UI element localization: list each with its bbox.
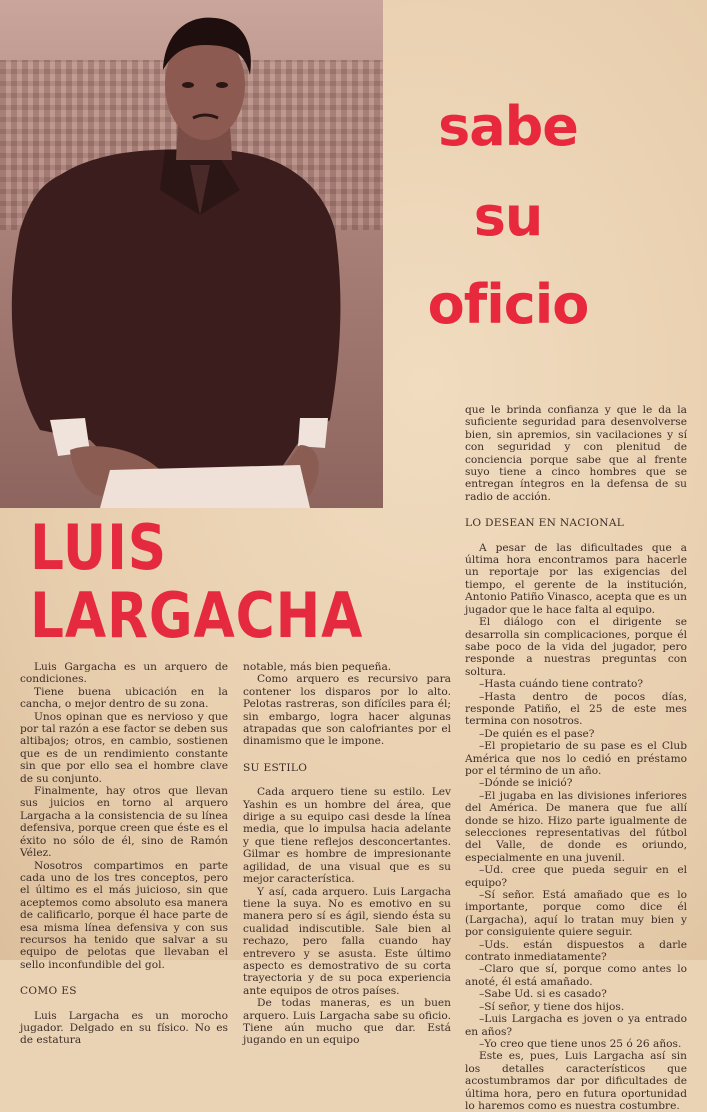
player-name-last: LARGACHA xyxy=(30,579,364,652)
interview-line: –El propietario de su pase es el Club América que nos lo cedió en préstamo por el término de un año. xyxy=(465,740,687,777)
section-heading-lo-desean-en-nacional: LO DESEAN EN NACIONAL xyxy=(465,517,625,530)
interview-line: –Uds. están dispuestos a darle contrato inmediatamente? xyxy=(465,938,687,964)
interview-line: –Luis Largacha es joven o ya entrado en años? xyxy=(465,1013,687,1038)
paragraph: Unos opinan que es nervioso y que por tal razón a ese factor se deben sus altibajos; otros, en cambio, sostienen que es de un rendimiento constante sin que por ello sea el hombre clave de su conjunto. xyxy=(20,710,228,785)
paragraph: A pesar de las dificultades que a última hora encontramos para hacerle un reportaje por las exigencias del tiempo, el gerente de la institución, Antonio Patiño Vinasco, acepta que es un jugador que le hace falta al equipo. xyxy=(465,541,687,616)
goalkeeper-figure xyxy=(0,0,383,508)
interview-line: –Sí señor, y tiene dos hijos. xyxy=(479,1000,625,1013)
paragraph: que le brinda confianza y que le da la suficiente seguridad para desenvolverse bien, sin apremios, sin vacilaciones y sí con seguridad y con plenitud de conciencia porque sabe que al frente suyo tiene a cinco hombres que se entregan íntegros en la defensa de su radio de acción. xyxy=(465,404,687,503)
interview-line: –De quién es el pase? xyxy=(479,727,595,740)
paragraph: De todas maneras, es un buen arquero. Luis Largacha sabe su oficio. Tiene aún mucho que dar. Está jugando en un equipo xyxy=(243,997,451,1047)
article-column-2 xyxy=(243,661,451,1047)
paragraph: Tiene buena ubicación en la cancha, o mejor dentro de su zona. xyxy=(20,685,228,711)
article-column-1 xyxy=(20,661,228,1047)
headline-line-1: sabe xyxy=(438,95,578,158)
headline-line-3: oficio xyxy=(427,273,589,336)
interview-line: –Sabe Ud. si es casado? xyxy=(479,988,607,1001)
interview-line: –Sí señor. Está amañado que es lo importante, porque como dice él (Largacha), aquí lo tratan muy bien y por consiguiente quiere seguir. xyxy=(465,889,687,939)
paragraph: Luis Gargacha es un arquero de condiciones. xyxy=(20,661,228,686)
paragraph: Nosotros compartimos en parte cada uno de los tres conceptos, pero el último es el más juicioso, sin que aceptemos como absoluto esa manera de calificarlo, porque él hace parte de esa misma línea defensiva y con sus recursos ha tenido que salvar a su equipo de pelotas que llevaban el sello inconfundible del gol. xyxy=(20,859,228,971)
paragraph: Y así, cada arquero. Luis Largacha tiene la suya. No es emotivo en su manera pero sí es ágil, siendo ésta su cualidad indiscutible. Sale bien al rechazo, pero falla cuando hay entrevero y se asusta. Este último aspecto es demostrativo de su corta trayectoria y de su poca experiencia ante equipos de otros países. xyxy=(243,885,451,997)
player-photo xyxy=(0,0,383,508)
player-name-first: LUIS xyxy=(30,511,168,584)
paragraph: Como arquero es recursivo para contener los disparos por lo alto. Pelotas rastreras, son difíciles para él; sin embargo, logra hacer algunas atrapadas que son calofriantes por el dinamismo que le impone. xyxy=(243,673,451,748)
interview-line: –Yo creo que tiene unos 25 ó 26 años. xyxy=(479,1037,682,1050)
section-heading-su-estilo: SU ESTILO xyxy=(243,761,308,774)
headline-line-2: su xyxy=(473,185,543,248)
interview-line: –Hasta cuándo tiene contrato? xyxy=(479,678,644,691)
paragraph: Luis Largacha es un morocho jugador. Delgado en su físico. No es de estatura xyxy=(20,1009,228,1047)
paragraph: Este es, pues, Luis Largacha así sin los detalles característicos que acostumbramos dar por dificultades de última hora, pero en futura oportunidad lo haremos como es nuestra costumbre. xyxy=(465,1050,687,1112)
paragraph: Cada arquero tiene su estilo. Lev Yashin es un hombre del área, que dirige a su equipo casi desde la línea media, que lo impulsa hacia adelante y que tiene reflejos desconcertantes. Gilmar es hombre de impresionante agilidad, de una visual que es su mejor característica. xyxy=(243,786,451,886)
paragraph: Finalmente, hay otros que llevan sus juicios en torno al arquero Largacha a la consistencia de su línea defensiva, porque creen que éste es el éxito no sólo de él, sino de Ramón Vélez. xyxy=(20,785,228,860)
interview-line: –Hasta dentro de pocos días, responde Patiño, el 25 de este mes termina con nosotros. xyxy=(465,690,687,728)
interview-line: –Claro que sí, porque como antes lo anoté, él está amañado. xyxy=(465,963,687,988)
paragraph: notable, más bien pequeña. xyxy=(243,661,392,673)
interview-line: –Dónde se inició? xyxy=(479,777,573,790)
article-column-3 xyxy=(465,404,687,1112)
paragraph: El diálogo con el dirigente se desarrolla sin complicaciones, porque él sabe poco de la vida del jugador, pero responde a nuestras preguntas con soltura. xyxy=(465,616,687,678)
interview-line: –El jugaba en las divisiones inferiores del América. De manera que fue allí donde se hizo. Hizo parte igualmente de selecciones representativas del fútbol del Valle, de donde es oriundo, especialmente en una juvenil. xyxy=(465,789,687,864)
section-heading-como-es: COMO ES xyxy=(20,985,77,998)
interview-line: –Ud. cree que pueda seguir en el equipo? xyxy=(465,864,687,889)
